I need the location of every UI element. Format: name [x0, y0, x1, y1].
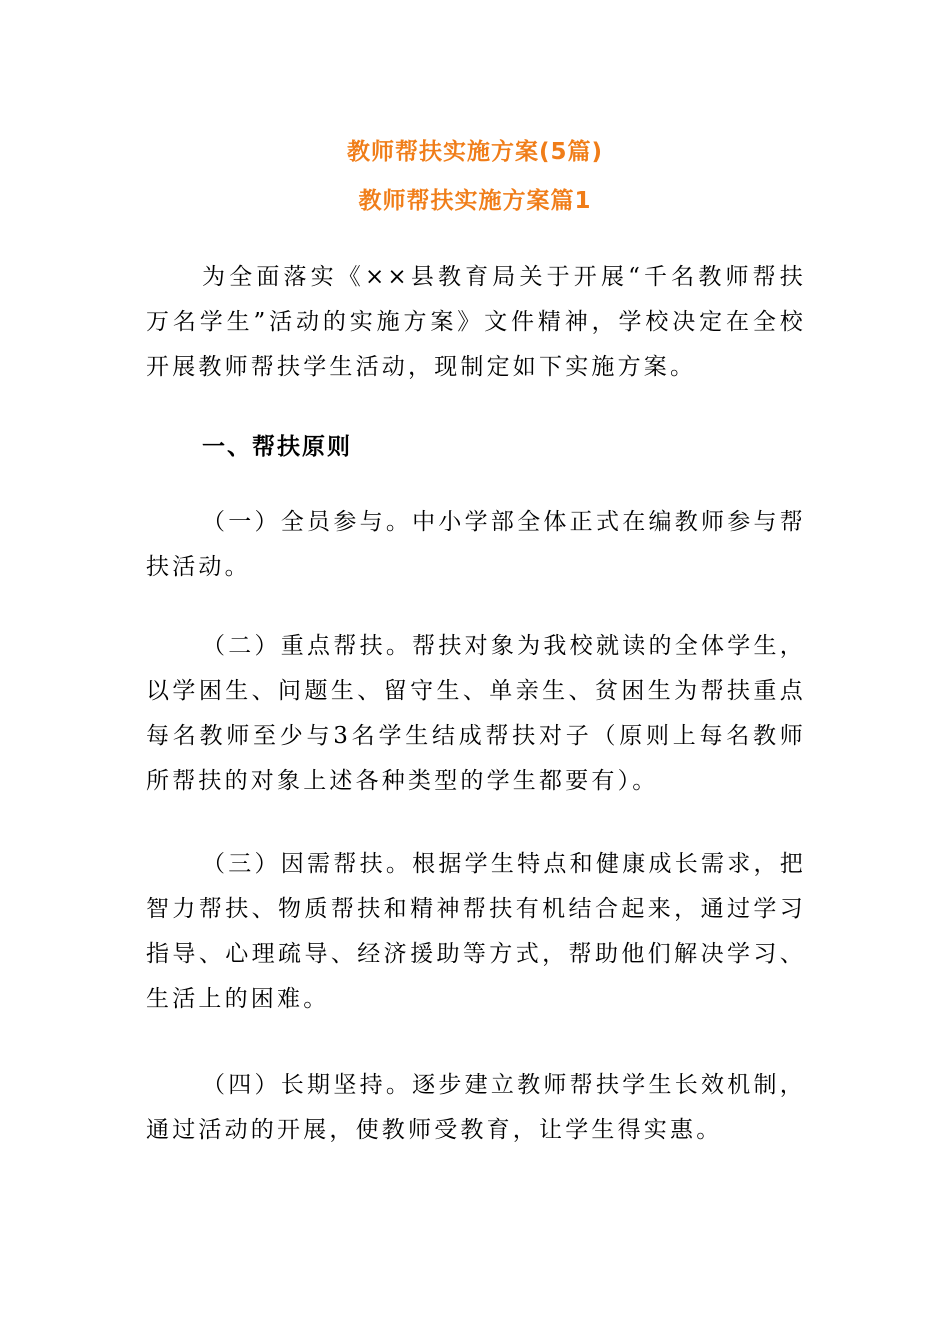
principle-paragraph-4: （四）长期坚持。逐步建立教师帮扶学生长效机制，通过活动的开展，使教师受教育，让学生得实惠。	[146, 1072, 806, 1143]
principle-paragraph-3: （三）因需帮扶。根据学生特点和健康成长需求，把智力帮扶、物质帮扶和精神帮扶有机结合起来，通过学习指导、心理疏导、经济援助等方式，帮助他们解决学习、生活上的困难。	[146, 851, 806, 1012]
document-title: 教师帮扶实施方案(5篇)	[346, 139, 604, 165]
document-subtitle: 教师帮扶实施方案篇1	[358, 188, 592, 214]
section-heading: 一、帮扶原则	[202, 434, 352, 460]
intro-paragraph: 为全面落实《××县教育局关于开展“千名教师帮扶万名学生”活动的实施方案》文件精神，学校决定在全校开展教师帮扶学生活动，现制定如下实施方案。	[146, 264, 806, 380]
principle-paragraph-1: （一）全员参与。中小学部全体正式在编教师参与帮扶活动。	[146, 509, 806, 580]
principle-paragraph-2: （二）重点帮扶。帮扶对象为我校就读的全体学生，以学困生、问题生、留守生、单亲生、贫困生为帮扶重点每名教师至少与3名学生结成帮扶对子（原则上每名教师所帮扶的对象上述各种类型的学生都要有）。	[146, 633, 806, 794]
